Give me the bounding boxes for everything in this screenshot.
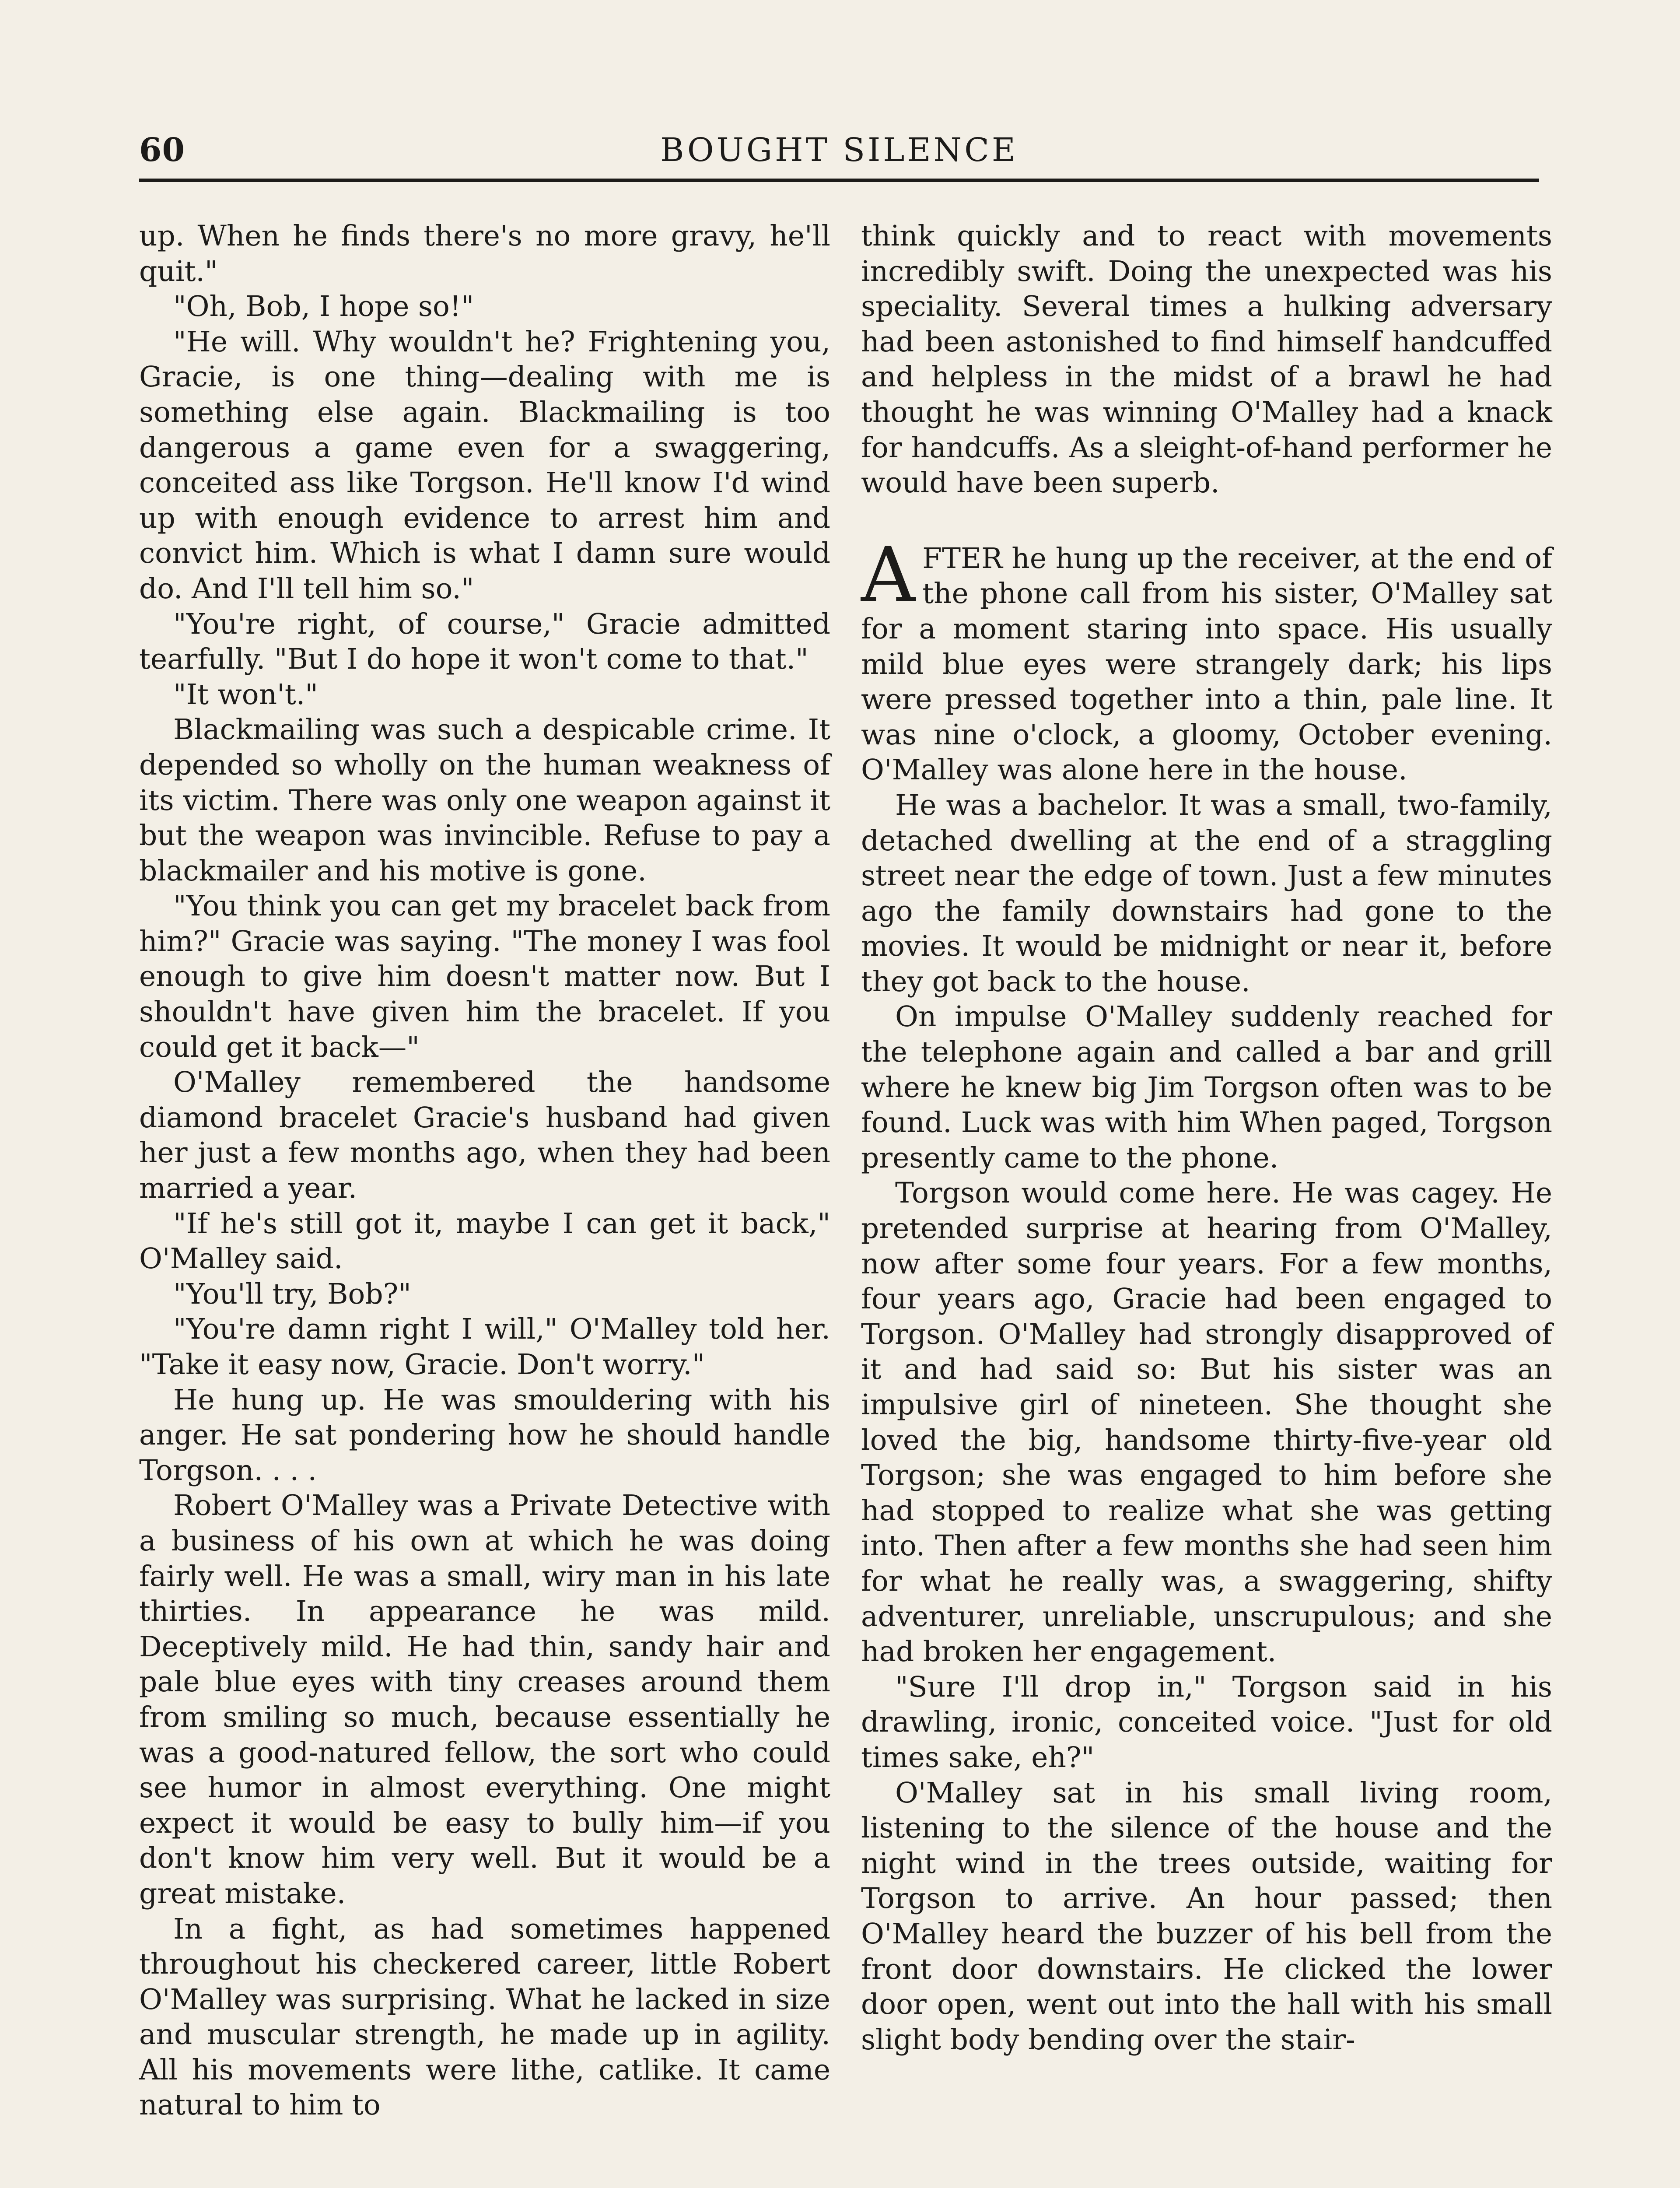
paragraph: On impulse O'Malley suddenly reached for the telephone again and called a bar and grill where he knew big Jim Torgson often was to be found. Luck was with him When paged, Torgson presently came to the phone. (861, 1000, 1552, 1175)
paragraph: O'Malley sat in his small living room, listening to the silence of the house and the night wind in the trees outside, waiting for Torgson to arrive. An hour passed; then O'Malley heard the buzzer of his bell from the front door downstairs. He clicked the lower door open, went out into the hall with his small slight body bending over the stair- (861, 1776, 1552, 2056)
paragraph: Blackmailing was such a despicable crime. It depended so wholly on the human weakness of its victim. There was only one weapon against it but the weapon was invincible. Refuse to pay a blackmailer and his motive is gone. (139, 713, 830, 887)
paragraph: "Oh, Bob, I hope so!" (173, 290, 474, 323)
left-column (139, 219, 830, 2123)
paragraph: "It won't." (173, 678, 318, 711)
paragraph: "He will. Why wouldn't he? Frightening you, Gracie, is one thing—dealing with me is something else again. Blackmailing is too dangerous a game even for a swaggering, conceited ass like Torgson. He'll know I'd wind up with enough evidence to arrest him and convict him. Which is what I damn sure would do. And I'll tell him so." (139, 325, 830, 605)
page-number: 60 (139, 131, 185, 169)
paragraph: He was a bachelor. It was a small, two-family, detached dwelling at the end of a straggling street near the edge of town. Just a few minutes ago the family downstairs had gone to the movies. It would be midnight or near it, before they got back to the house. (861, 789, 1552, 998)
section-opening-paragraph (861, 530, 1552, 788)
paragraph: Robert O'Malley was a Private Detective with a business of his own at which he was doing fairly well. He was a small, wiry man in his late thirties. In appearance he was mild. Deceptively mild. He had thin, sandy hair and pale blue eyes with tiny creases around them from smiling so much, because essentially he was a good-natured fellow, the sort who could see humor in almost everything. One might expect it would be easy to bully him—if you don't know him very well. But it would be a great mistake. (139, 1489, 830, 1910)
section-opening-text: FTER he hung up the receiver, at the end of the phone call from his sister, O'Malley sat for a moment staring into space. His usually mild blue eyes were strangely dark; his lips were pressed together into a thin, pale line. It was nine o'clock, a gloomy, October evening. O'Malley was alone here in the house. (861, 542, 1552, 787)
paragraph: "You're right, of course," Gracie admitted tearfully. "But I do hope it won't come to that." (139, 607, 830, 676)
drop-cap: A (861, 530, 916, 619)
paragraph: "If he's still got it, maybe I can get it back," O'Malley said. (139, 1207, 830, 1276)
paragraph: Torgson would come here. He was cagey. He pretended surprise at hearing from O'Malley, now after some four years. For a few months, four years ago, Gracie had been engaged to Torgson. O'Malley had strongly disapproved of it and had said so: But his sister was an impulsive girl of nineteen. She thought she loved the big, handsome thirty-five-year old Torgson; she was engaged to him before she had stopped to realize what she was getting into. Then after a few months she had seen him for what he really was, a swaggering, shifty adventurer, unreliable, unscrupulous; and she had broken her engagement. (861, 1177, 1552, 1669)
running-title: BOUGHT SILENCE (660, 131, 1018, 169)
paragraph: "Sure I'll drop in," Torgson said in his drawling, ironic, conceited voice. "Just for old times sake, eh?" (861, 1670, 1552, 1774)
paragraph: "You're damn right I will," O'Malley told her. "Take it easy now, Gracie. Don't worry." (139, 1313, 830, 1381)
paragraph: In a fight, as had sometimes happened throughout his checkered career, little Robert O'Malley was surprising. What he lacked in size and muscular strength, he made up in agility. All his movements were lithe, catlike. It came natural to him to (139, 1912, 830, 2122)
paragraph: "You think you can get my bracelet back from him?" Gracie was saying. "The money I was fool enough to give him doesn't matter now. But I shouldn't have given him the bracelet. If you could get it back—" (139, 890, 830, 1064)
paragraph: O'Malley remembered the handsome diamond bracelet Gracie's husband had given her just a few months ago, when they had been married a year. (139, 1066, 830, 1205)
paragraph: think quickly and to react with movements incredibly swift. Doing the unexpected was his speciality. Several times a hulking adversary had been astonished to find himself handcuffed and helpless in the midst of a brawl he had thought he was winning O'Malley had a knack for handcuffs. As a sleight-of-hand performer he would have been superb. (861, 220, 1552, 500)
paragraph: "You'll try, Bob?" (173, 1277, 411, 1311)
paragraph: He hung up. He was smouldering with his anger. He sat pondering how he should handle Torgson. . . . (139, 1383, 830, 1487)
right-column (861, 219, 1552, 2058)
paragraph: up. When he finds there's no more gravy, he'll quit." (139, 220, 830, 288)
header-rule (139, 179, 1539, 182)
page-header (139, 131, 1539, 184)
